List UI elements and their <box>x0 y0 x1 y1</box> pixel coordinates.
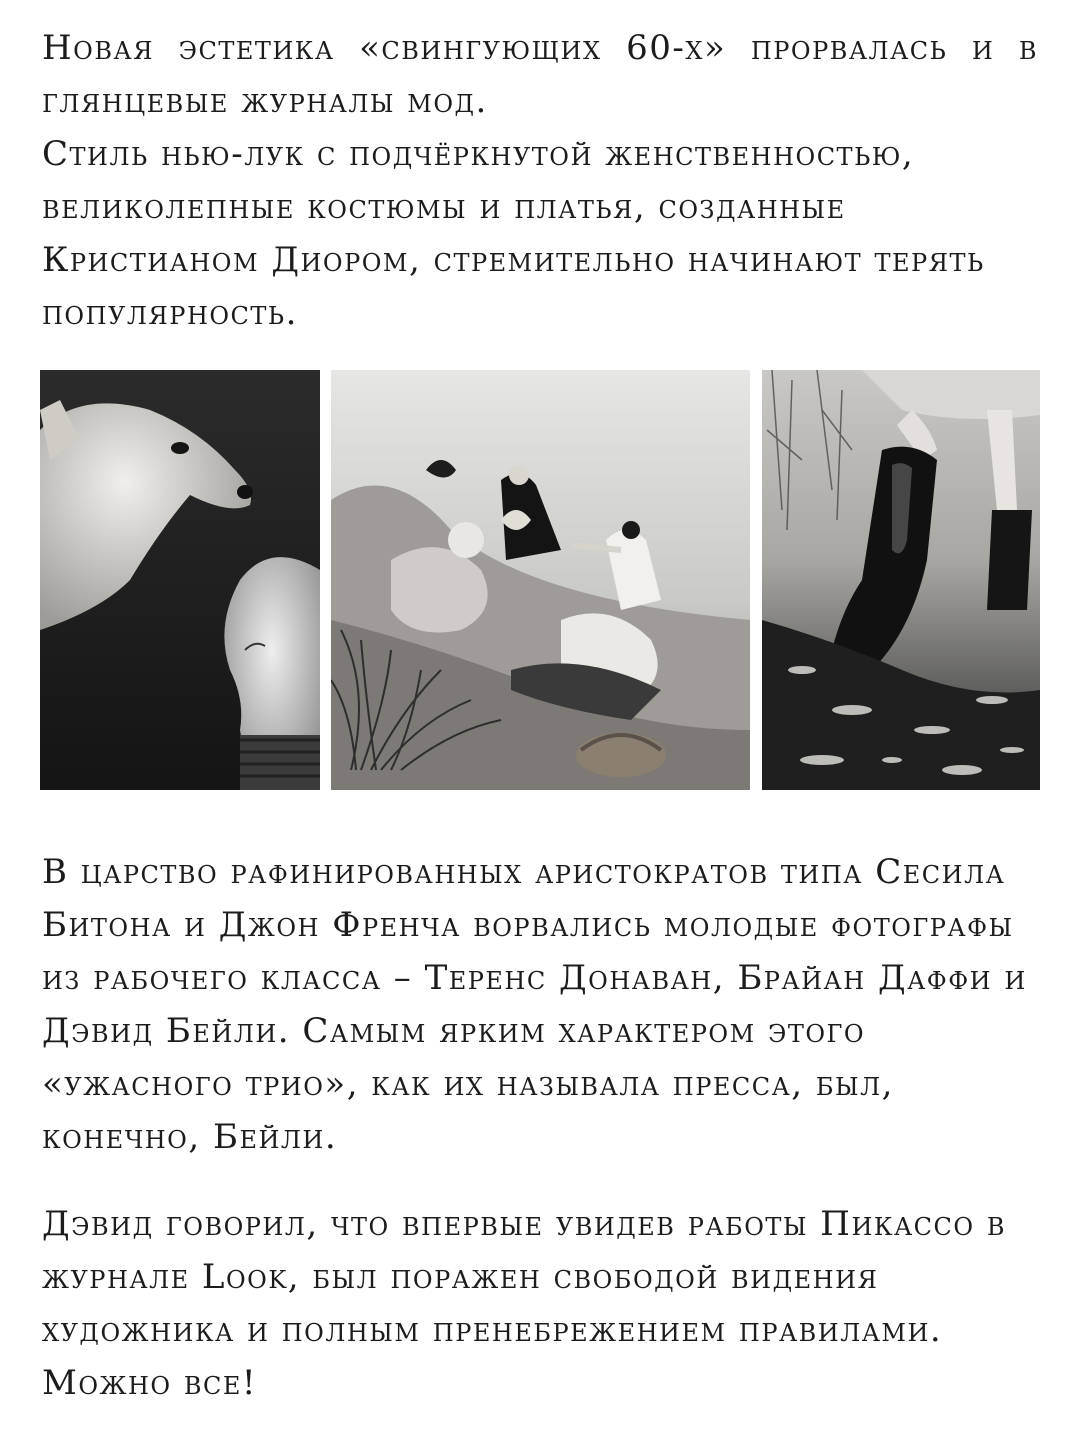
paragraph-photographers <box>42 846 1038 1164</box>
paragraph-intro <box>42 22 1038 340</box>
paragraph-4-text: Дэвид говорил, что впервые увидев работы Пикассо в журнале Look, был поражен свободой видения художника и полным пренебрежением правилами. Можно все! <box>42 1204 1006 1403</box>
paragraph-3-text: В царство рафинированных аристократов типа Сесила Битона и Джон Френча ворвались молодые фотографы из рабочего класса – Теренс Донаван, Брайан Даффи и Дэвид Бейли. Самым ярким характером этого «ужасного трио», как их называла пресса, был, конечно, Бейли. <box>42 852 1027 1157</box>
photo-greyhound-portrait <box>40 370 320 790</box>
photo-boots-in-water <box>762 370 1040 790</box>
paragraph-1-text: Новая эстетика «свингующих 60-х» прорвалась и в глянцевые журналы мод. <box>42 28 1038 121</box>
paragraph-2-text: Стиль нью-лук с подчёркнутой женственностью, великолепные костюмы и платья, созданные Кристианом Диором, стремительно начинают терять популярность. <box>42 134 985 333</box>
paragraph-picasso <box>42 1198 1038 1410</box>
photo-dunes-models <box>331 370 750 790</box>
